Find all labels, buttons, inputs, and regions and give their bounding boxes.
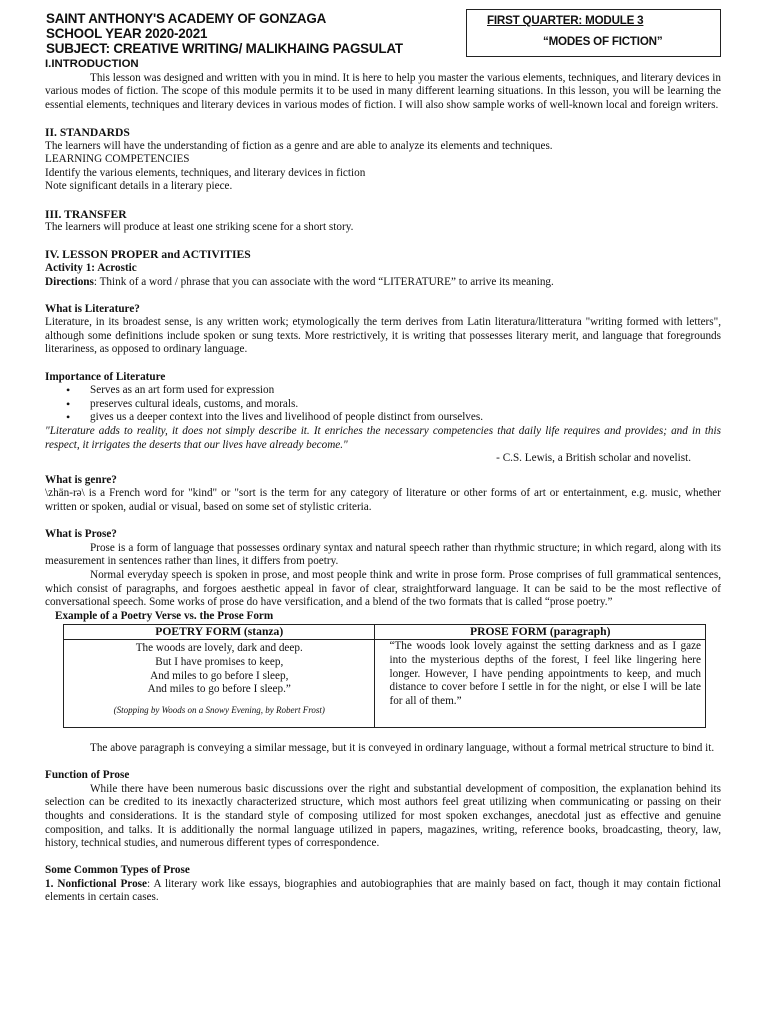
competency-item: Identify the various elements, techniques, and literary devices in fiction (45, 166, 366, 179)
importance-list (45, 384, 721, 425)
activity-title: Activity 1: Acrostic (45, 261, 137, 274)
function-text: While there have been numerous basic discussions over the right and substantial development of composition, the explanation behind its selection can be credited to its inexactly characterized structure, which most authors feel great utilizing when communicating or passing on their thoughts and considerations. It is the standard style of composing utilized for most spoken exchanges, anecdotal just as effective and genuine composition, and talks. It is additionally the normal language utilized in papers, magazines, writing, reference books, broadcasting, theory, law, history, technical studies, and numerous different types of correspondence. (45, 782, 721, 850)
quote-attribution: - C.S. Lewis, a British scholar and novelist. (496, 452, 691, 465)
subject-line: SUBJECT: CREATIVE WRITING/ MALIKHAING PAGSULAT (46, 41, 403, 57)
transfer-text: The learners will produce at least one striking scene for a short story. (45, 221, 354, 234)
directions-text (45, 276, 721, 290)
quarter-label: FIRST QUARTER: MODULE 3 (487, 14, 644, 27)
standards-text: The learners will have the understanding of fiction as a genre and are able to analyze its elements and techniques. (45, 139, 553, 152)
lewis-quote: "Literature adds to reality, it does not simply describe it. It enriches the necessary competencies that daily life requires and provides; and in this respect, it irrigates the deserts that our lives have already become." (45, 425, 721, 451)
introduction-heading: I.INTRODUCTION (45, 58, 139, 70)
module-title: “MODES OF FICTION” (543, 35, 663, 48)
after-table-text: The above paragraph is conveying a similar message, but it is conveyed in ordinary language, without a formal metrical structure to bind it. (90, 741, 715, 754)
standards-heading: II. STANDARDS (45, 125, 130, 139)
school-name: SAINT ANTHONY'S ACADEMY OF GONZAGA (46, 11, 327, 26)
prose-cell: “The woods look lovely against the setting darkness and as I gaze into the mysterious depths of the forest, I feel like lingering here longer. However, I have pending appointments to keep, and much distance to cover before I settle in for the night, or else I will be late for all of them.” (375, 640, 706, 728)
poem-line: The woods are lovely, dark and deep. (135, 642, 303, 655)
poem-cell (64, 640, 375, 728)
introduction-text: This lesson was designed and written with you in mind. It is here to help you master the various elements, techniques, and literary devices in various modes of fiction. The scope of this module permits it to be used in many different learning situations. In this lesson, you will be learning the essential elements, techniques and literary devices in various modes of fiction. I will also show sample works of well-known local and foreign writers. (45, 71, 721, 111)
poem-line: But I have promises to keep, (155, 655, 284, 668)
types-item-text: : A literary work like essays, biographies and autobiographies that are mainly based on fact, though it may contain fictional elements in certain cases. (45, 877, 721, 904)
importance-heading: Importance of Literature (45, 370, 166, 383)
table-header-prose: PROSE FORM (paragraph) (375, 625, 706, 640)
transfer-heading: III. TRANSFER (45, 207, 127, 221)
types-item-label: 1. Nonfictional Prose (45, 877, 147, 890)
literature-heading: What is Literature? (45, 302, 140, 315)
module-box (466, 9, 721, 57)
competency-item: Note significant details in a literary piece. (45, 180, 233, 193)
document-header (46, 11, 466, 57)
table-header-poetry: POETRY FORM (stanza) (64, 625, 375, 640)
types-item (45, 878, 721, 905)
genre-heading: What is genre? (45, 473, 117, 486)
directions-label: Directions (45, 275, 94, 288)
poem-line: And miles to go before I sleep.” (147, 683, 291, 696)
list-item: • gives us a deeper context into the lives and livelihood of people distinct from ourselves. (90, 411, 721, 425)
table-caption: Example of a Poetry Verse vs. the Prose Form (55, 609, 274, 622)
directions-body: : Think of a word / phrase that you can associate with the word “LITERATURE” to arrive its meaning. (93, 275, 554, 288)
prose-paragraph: Normal everyday speech is spoken in prose, and most people think and write in prose form. Prose comprises of full grammatical sentences, which consist of paragraphs, and forgoes aesthetic appeal in favor of clear, straightforward language. It can be said to be the most reflective of conversational speech. Some works of prose do have versification, and a blend of the two formats that is called “prose poetry.” (45, 568, 721, 609)
competencies-heading: LEARNING COMPETENCIES (45, 153, 190, 166)
types-heading: Some Common Types of Prose (45, 864, 190, 877)
genre-text: \zhän-rə\ is a French word for "kind" or "sort is the term for any category of literature or other forms of art or entertainment, e.g. music, whether written or spoken, audial or visual, based on some set of stylistic criteria. (45, 487, 721, 513)
list-item: • Serves as an art form used for expression (90, 384, 721, 398)
lesson-heading: IV. LESSON PROPER and ACTIVITIES (45, 248, 251, 262)
literature-text: Literature, in its broadest sense, is any written work; etymologically the term derives from Latin literatura/litteratura "writing formed with letters", although some definitions include spoken or sung texts. More restrictively, it is writing that possesses literary merit, and language that foregrounds literariness, as opposed to ordinary language. (45, 316, 721, 356)
function-heading: Function of Prose (45, 769, 130, 782)
poem-credit: (Stopping by Woods on a Snowy Evening, by Robert Frost) (113, 704, 325, 715)
comparison-table (63, 624, 706, 728)
document-body (45, 58, 721, 905)
school-year: SCHOOL YEAR 2020-2021 (46, 26, 208, 42)
prose-heading: What is Prose? (45, 528, 117, 541)
list-item: • preserves cultural ideals, customs, and morals. (90, 398, 721, 412)
poem-line: And miles to go before I sleep, (150, 669, 289, 682)
prose-paragraph: Prose is a form of language that possesses ordinary syntax and natural speech rather than rhythmic structure; in which regard, along with its measurement in sentences rather than lines, it differs from poetry. (45, 541, 721, 568)
